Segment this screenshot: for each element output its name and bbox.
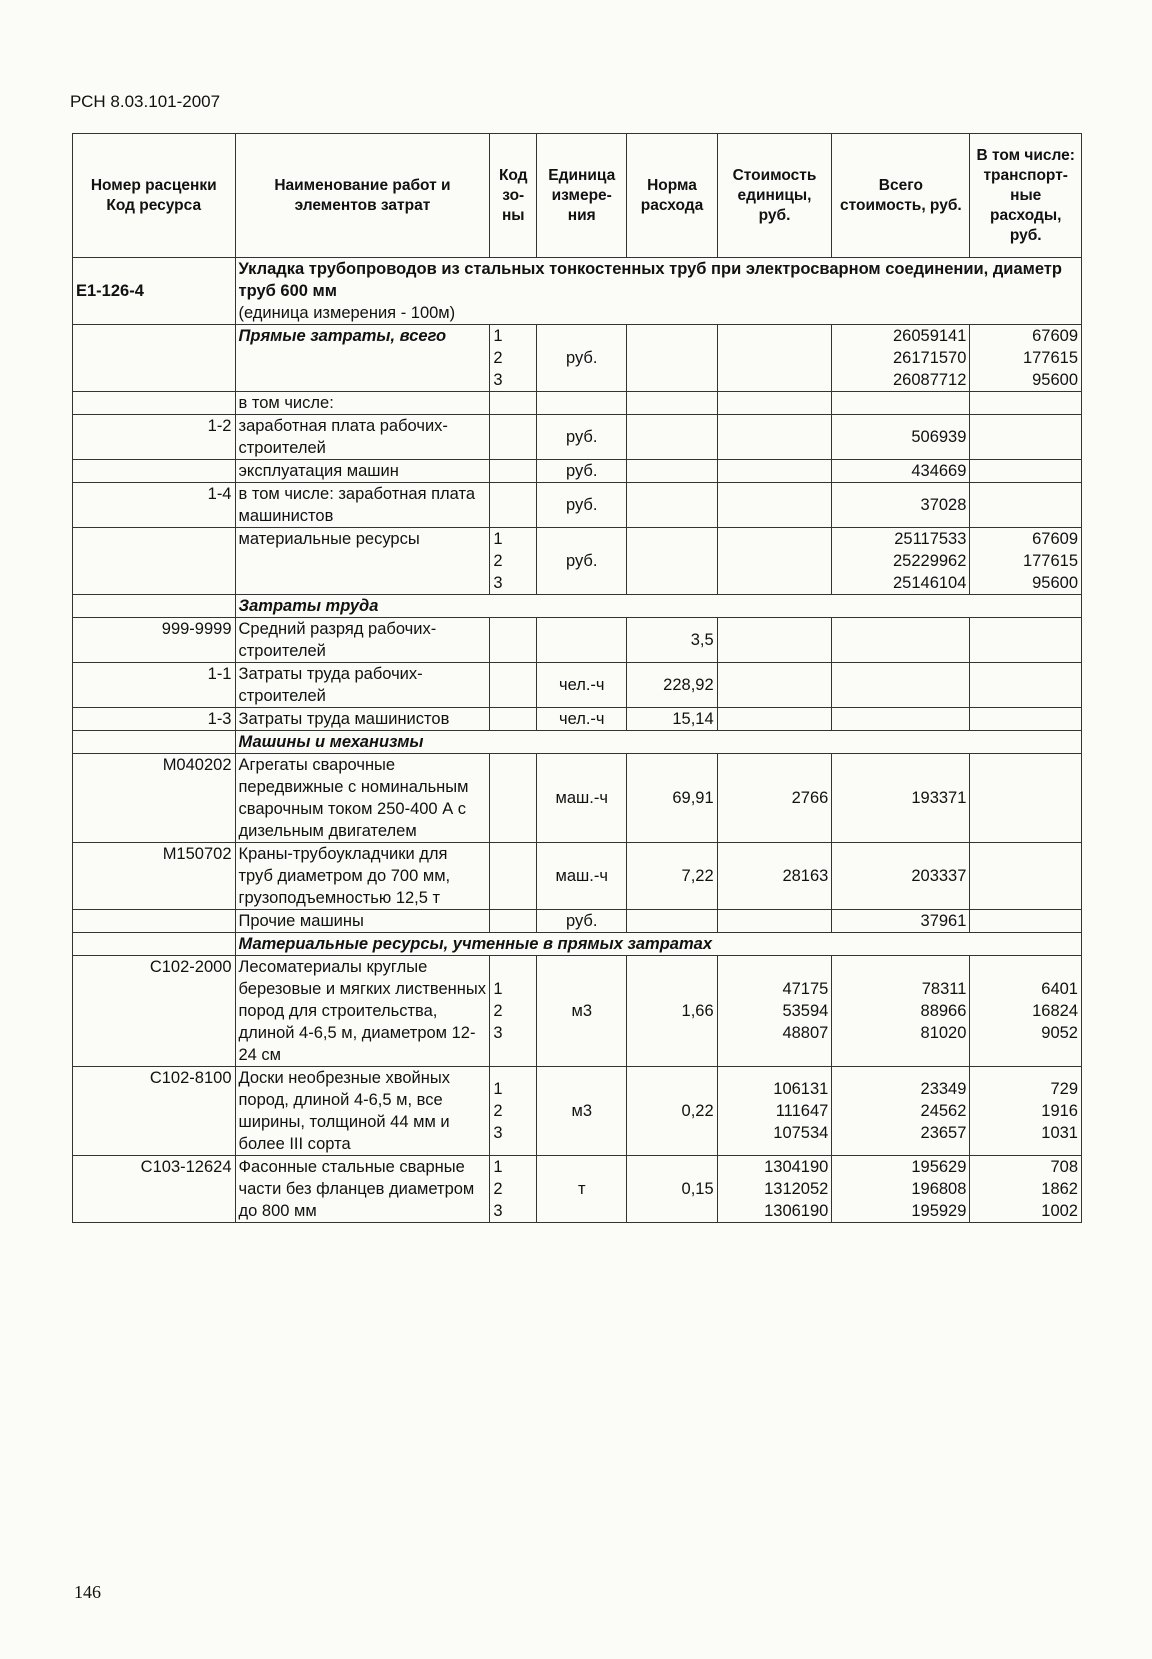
machinist-total: 37028 (832, 483, 970, 528)
c102-8100-code: С102-8100 (73, 1067, 236, 1156)
header-total: Всего стоимость, руб. (832, 134, 970, 258)
wage-unit: руб. (537, 415, 627, 460)
labor-machinists-code: 1-3 (73, 708, 236, 731)
materials-unit: руб. (537, 528, 627, 595)
table-row (73, 392, 1082, 415)
m150702-name: Краны-трубоукладчики для труб диаметром до 700 мм, грузоподъемностью 12,5 т (235, 843, 490, 910)
page-number: 146 (74, 1582, 101, 1602)
avg-grade-code: 999-9999 (73, 618, 236, 663)
labor-section-title: Затраты труда (235, 595, 1082, 618)
c103-12624-unit-costs: 1304190 1312052 1306190 (717, 1156, 832, 1223)
table-row (73, 528, 1082, 595)
table-row (73, 754, 1082, 843)
incl-label: в том числе: (235, 392, 490, 415)
header-transport: В том числе: транспорт-ные расходы, руб. (970, 134, 1082, 258)
table-row (73, 483, 1082, 528)
machinist-unit: руб. (537, 483, 627, 528)
direct-transport: 67609 177615 95600 (970, 325, 1082, 392)
header-code: Номер расценки Код ресурса (73, 134, 236, 258)
materials-zones: 1 2 3 (490, 528, 537, 595)
c103-12624-unit: т (537, 1156, 627, 1223)
labor-machinists-unit: чел.-ч (537, 708, 627, 731)
section-row (73, 731, 1082, 754)
direct-totals: 26059141 26171570 26087712 (832, 325, 970, 392)
m150702-total: 203337 (832, 843, 970, 910)
c102-2000-code: С102-2000 (73, 956, 236, 1067)
c102-8100-unit: м3 (537, 1067, 627, 1156)
c102-8100-norm: 0,22 (627, 1067, 717, 1156)
machines-total: 434669 (832, 460, 970, 483)
c102-8100-unit-costs: 106131 111647 107534 (717, 1067, 832, 1156)
c102-2000-zones: 1 2 3 (490, 956, 537, 1067)
table-row (73, 663, 1082, 708)
wage-code: 1-2 (73, 415, 236, 460)
rate-title-row (73, 258, 1082, 325)
c102-2000-totals: 78311 88966 81020 (832, 956, 970, 1067)
c103-12624-totals: 195629 196808 195929 (832, 1156, 970, 1223)
header-name: Наименование работ и элементов затрат (235, 134, 490, 258)
materials-section-title: Материальные ресурсы, учтенные в прямых затратах (235, 933, 1082, 956)
m150702-unit-cost: 28163 (717, 843, 832, 910)
machinist-code: 1-4 (73, 483, 236, 528)
machines-section-title: Машины и механизмы (235, 731, 1082, 754)
other-machines-unit: руб. (537, 910, 627, 933)
direct-zones: 1 2 3 (490, 325, 537, 392)
c102-2000-transport: 6401 16824 9052 (970, 956, 1082, 1067)
labor-machinists-norm: 15,14 (627, 708, 717, 731)
document-code: РСН 8.03.101-2007 (70, 92, 221, 111)
wage-total: 506939 (832, 415, 970, 460)
header-unit-cost: Стоимость единицы, руб. (717, 134, 832, 258)
labor-workers-norm: 228,92 (627, 663, 717, 708)
table-row (73, 618, 1082, 663)
m150702-unit: маш.-ч (537, 843, 627, 910)
direct-name: Прямые затраты, всего (235, 325, 490, 392)
m150702-code: М150702 (73, 843, 236, 910)
c102-2000-name: Лесоматериалы круглые березовые и мягких лиственных пород для строительства, длиной 4-6,5 м, диаметром 12-24 см (235, 956, 490, 1067)
labor-workers-unit: чел.-ч (537, 663, 627, 708)
header-unit: Единица измере-ния (537, 134, 627, 258)
c102-8100-totals: 23349 24562 23657 (832, 1067, 970, 1156)
table-row (73, 415, 1082, 460)
header-norm: Норма расхода (627, 134, 717, 258)
c103-12624-zones: 1 2 3 (490, 1156, 537, 1223)
labor-machinists-name: Затраты труда машинистов (235, 708, 490, 731)
other-machines-total: 37961 (832, 910, 970, 933)
m040202-code: М040202 (73, 754, 236, 843)
c102-2000-unit: м3 (537, 956, 627, 1067)
header-row (73, 134, 1082, 258)
rate-title: Укладка трубопроводов из стальных тонкостенных труб при электросварном соединении, диаметр труб 600 мм (238, 260, 1062, 300)
estimate-table (72, 133, 1082, 1223)
wage-name: заработная плата рабочих-строителей (235, 415, 490, 460)
m040202-unit-cost: 2766 (717, 754, 832, 843)
table-row (73, 325, 1082, 392)
m040202-name: Агрегаты сварочные передвижные с номинальным сварочным током 250-400 А с дизельным двигателем (235, 754, 490, 843)
table-row (73, 910, 1082, 933)
c102-2000-norm: 1,66 (627, 956, 717, 1067)
avg-grade-norm: 3,5 (627, 618, 717, 663)
c103-12624-code: С103-12624 (73, 1156, 236, 1223)
c103-12624-norm: 0,15 (627, 1156, 717, 1223)
header-zone: Код зо-ны (490, 134, 537, 258)
table-row (73, 843, 1082, 910)
rate-title-cell (235, 258, 1082, 325)
m040202-norm: 69,91 (627, 754, 717, 843)
m150702-norm: 7,22 (627, 843, 717, 910)
c103-12624-name: Фасонные стальные сварные части без фланцев диаметром до 800 мм (235, 1156, 490, 1223)
c102-8100-zones: 1 2 3 (490, 1067, 537, 1156)
machines-unit: руб. (537, 460, 627, 483)
c102-8100-transport: 729 1916 1031 (970, 1067, 1082, 1156)
machines-name: эксплуатация машин (235, 460, 490, 483)
c102-8100-name: Доски необрезные хвойных пород, длиной 4-6,5 м, все ширины, толщиной 44 мм и более III сорта (235, 1067, 490, 1156)
labor-workers-name: Затраты труда рабочих-строителей (235, 663, 490, 708)
materials-totals: 25117533 25229962 25146104 (832, 528, 970, 595)
table-row (73, 708, 1082, 731)
m040202-unit: маш.-ч (537, 754, 627, 843)
rate-code: Е1-126-4 (73, 258, 236, 325)
materials-transport: 67609 177615 95600 (970, 528, 1082, 595)
rate-unit-note: (единица измерения - 100м) (238, 304, 456, 322)
section-row (73, 933, 1082, 956)
c102-2000-unit-costs: 47175 53594 48807 (717, 956, 832, 1067)
m040202-total: 193371 (832, 754, 970, 843)
materials-name: материальные ресурсы (235, 528, 490, 595)
other-machines-name: Прочие машины (235, 910, 490, 933)
labor-workers-code: 1-1 (73, 663, 236, 708)
table-row (73, 1067, 1082, 1156)
table-row (73, 460, 1082, 483)
table-row (73, 1156, 1082, 1223)
c103-12624-transport: 708 1862 1002 (970, 1156, 1082, 1223)
avg-grade-name: Средний разряд рабочих-строителей (235, 618, 490, 663)
table-row (73, 956, 1082, 1067)
machinist-name: в том числе: заработная плата машинистов (235, 483, 490, 528)
direct-unit: руб. (537, 325, 627, 392)
section-row (73, 595, 1082, 618)
